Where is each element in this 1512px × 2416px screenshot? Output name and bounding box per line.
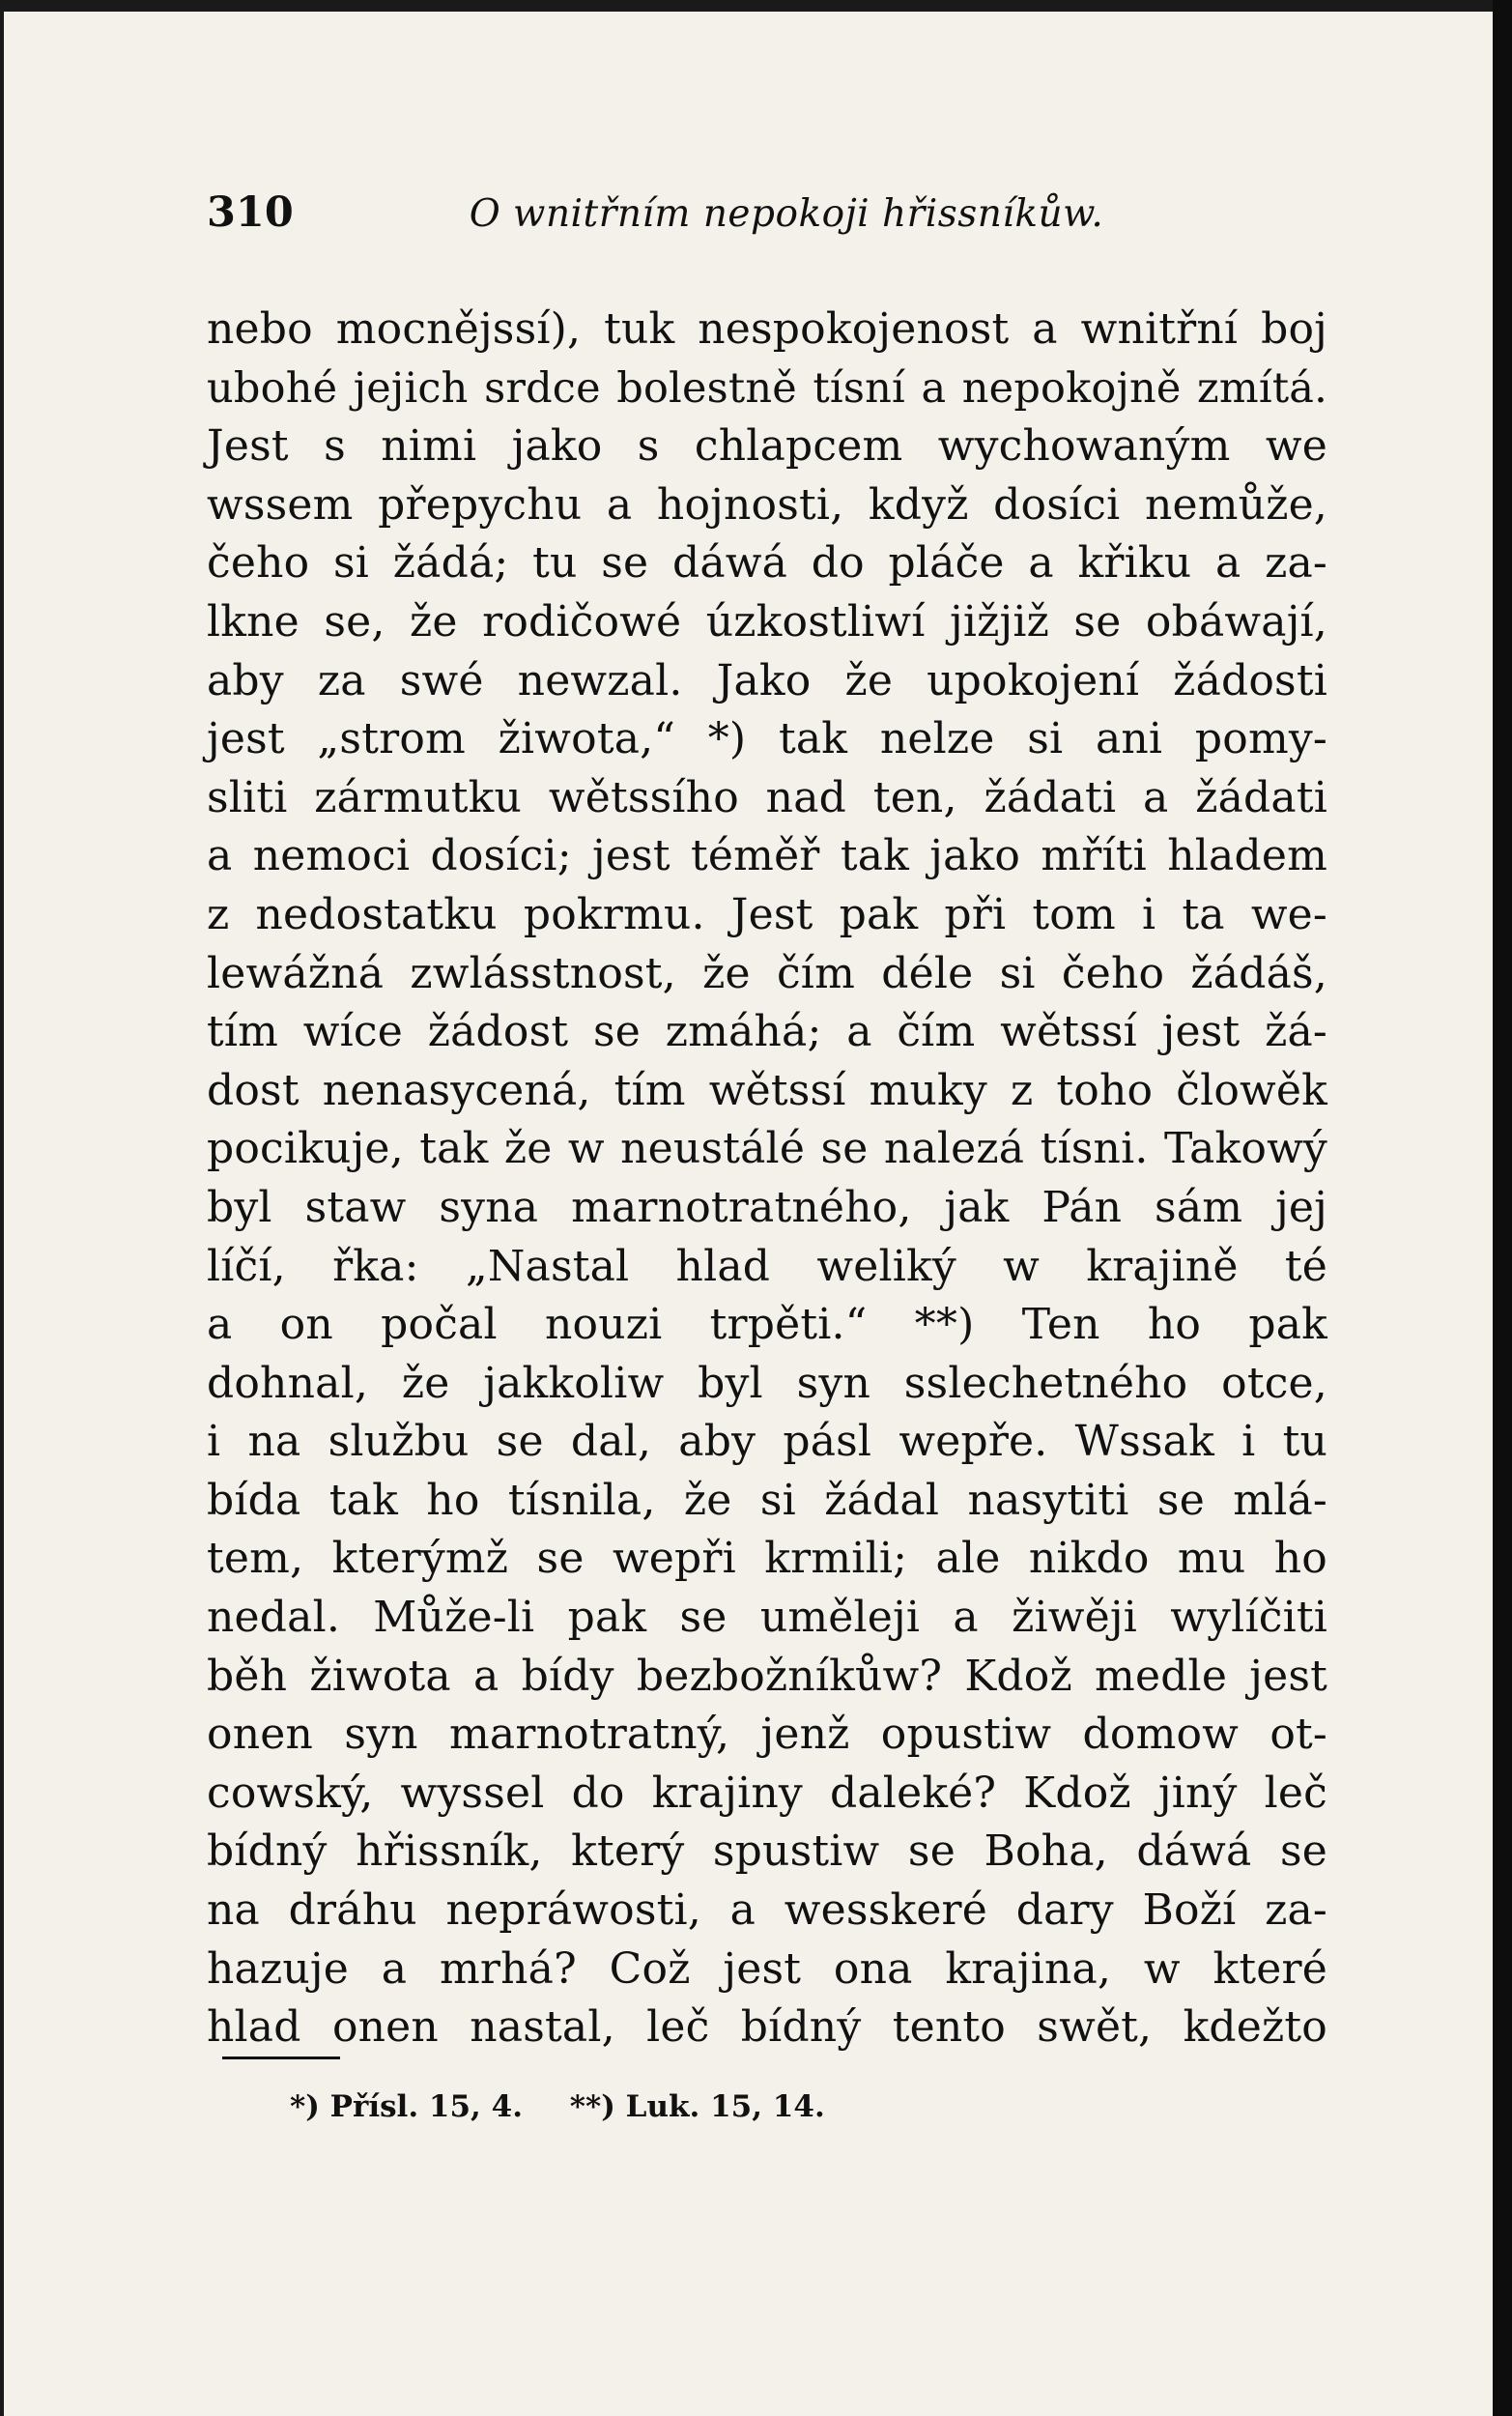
body-text [207,301,1327,2057]
text-line: běh žiwota a bídy bezbožníkůw? Kdož medle jest [207,1651,1327,1701]
text-line: i na službu se dal, aby pásl wepře. Wssak i tu [207,1417,1327,1467]
running-title: O wnitřním nepokoji hřissníkůw. [469,192,1104,236]
text-line: na dráhu nepráwosti, a wesskeré dary Boží za- [207,1885,1327,1936]
text-line: byl staw syna marnotratného, jak Pán sám jej [207,1182,1327,1232]
page-number: 310 [207,188,294,237]
text-line: onen syn marnotratný, jenž opustiw domow ot- [207,1710,1327,1760]
text-line: nedal. Může-li pak se uměleji a žiwěji wylíčiti [207,1593,1327,1643]
text-line: aby za swé newzal. Jako že upokojení žádosti [207,655,1327,705]
text-line: hazuje a mrhá? Což jest ona krajina, w které [207,1943,1327,1994]
text-line: a nemoci dosíci; jest téměř tak jako mříti hladem [207,831,1327,881]
text-line: z nedostatku pokrmu. Jest pak při tom i ta we- [207,889,1327,939]
text-line: dohnal, že jakkoliw byl syn sslechetného otce, [207,1358,1327,1408]
footnotes [290,2089,862,2124]
text-line: jest „strom žiwota,“ *) tak nelze si ani pomy- [207,714,1327,764]
text-line: bídný hřissník, který spustiw se Boha, dáwá se [207,1826,1327,1877]
text-line: lkne se, že rodičowé úzkostliwí jižjiž se obáwají, [207,596,1327,647]
text-line: bída tak ho tísnila, že si žádal nasytiti se mlá- [207,1475,1327,1525]
text-line: wssem přepychu a hojnosti, když dosíci nemůže, [207,479,1327,530]
text-line: tím wíce žádost se zmáhá; a čím wětssí jest žá- [207,1007,1327,1057]
scan-right-edge [1493,0,1512,2416]
text-line: sliti zármutku wětssího nad ten, žádati a žádati [207,772,1327,822]
page-header [207,188,1327,246]
text-line: líčí, řka: „Nastal hlad weliký w krajině té [207,1241,1327,1291]
text-line: ubohé jejich srdce bolestně tísní a nepokojně zmítá. [207,363,1327,413]
text-line: nebo mocnějssí), tuk nespokojenost a wnitřní boj [207,304,1327,354]
footnote-rule [222,2056,340,2059]
text-line: pocikuje, tak že w neustálé se nalezá tísni. Takowý [207,1124,1327,1174]
page-content [207,188,1327,2057]
text-line: hlad onen nastal, leč bídný tento swět, kdežto [207,2002,1327,2053]
text-line: čeho si žádá; tu se dáwá do pláče a křiku a za- [207,538,1327,589]
scan-top-border [0,0,1512,12]
text-line: dost nenasycená, tím wětssí muky z toho člowěk [207,1065,1327,1115]
text-line: cowský, wyssel do krajiny daleké? Kdož jiný leč [207,1768,1327,1818]
text-line: Jest s nimi jako s chlapcem wychowaným we [207,421,1327,472]
footnote-1: *) Přísl. 15, 4. [290,2089,523,2124]
text-line: lewážná zwlásstnost, že čím déle si čeho žádáš, [207,948,1327,998]
footnote-2: **) Luk. 15, 14. [569,2089,825,2124]
text-line: a on počal nouzi trpěti.“ **) Ten ho pak [207,1300,1327,1350]
text-line: tem, kterýmž se wepři krmili; ale nikdo mu ho [207,1534,1327,1584]
